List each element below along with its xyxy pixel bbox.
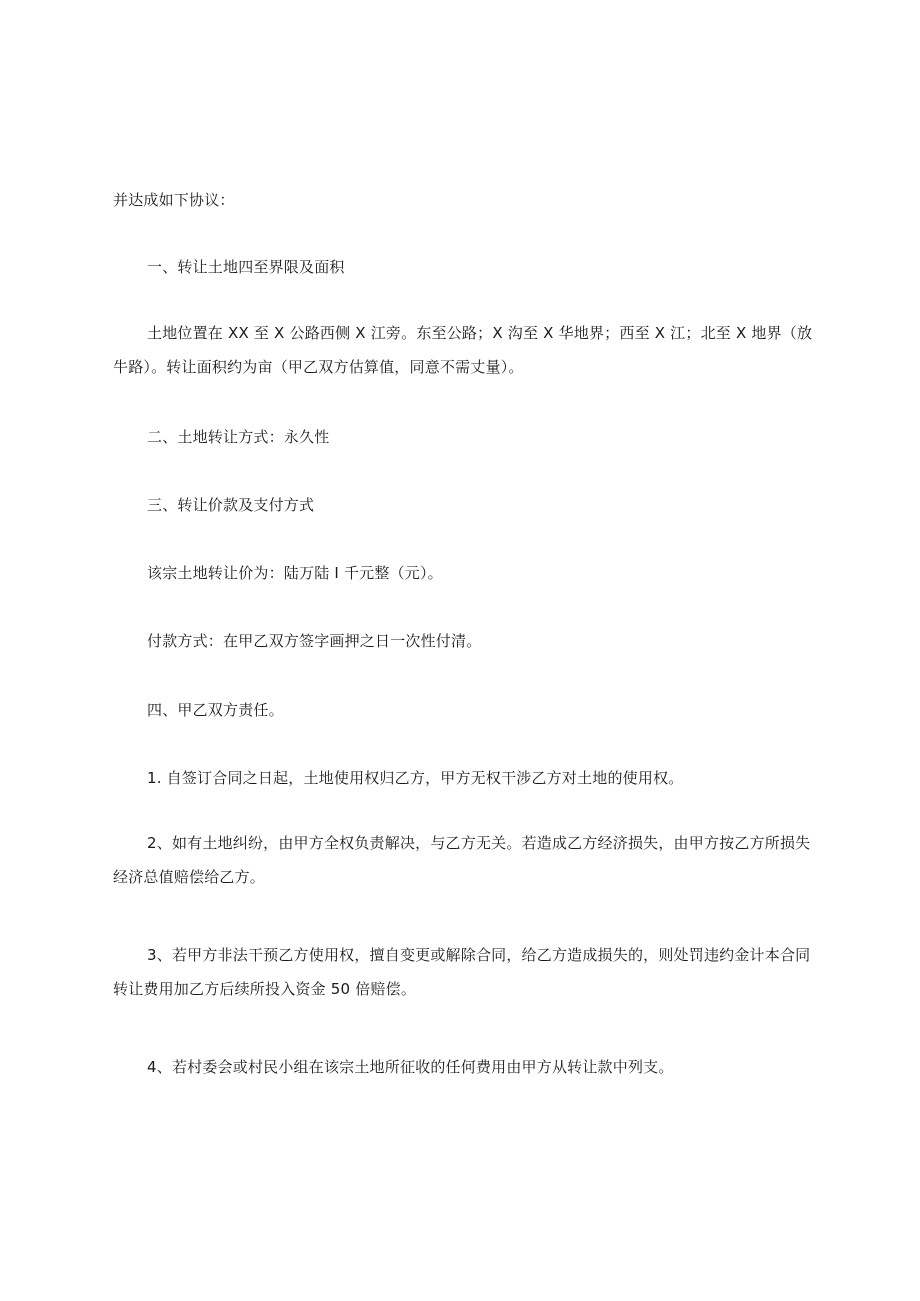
section-4-item: 3、若甲方非法干预乙方使用权，擅自变更或解除合同，给乙方造成损失的，则处罚违约金计本合同转让费用加乙方后续所投入资金 50 倍赔偿。 xyxy=(113,946,811,998)
intro-line: 并达成如下协议： xyxy=(113,191,235,209)
section-4-heading: 四、甲乙双方责任。 xyxy=(147,701,284,719)
section-1-heading: 一、转让土地四至界限及面积 xyxy=(147,258,345,276)
section-4-item: 4、若村委会或村民小组在该宗土地所征收的任何费用由甲方从转让款中列支。 xyxy=(147,1058,674,1076)
section-2-heading: 二、土地转让方式：永久性 xyxy=(147,428,330,446)
section-3-heading: 三、转让价款及支付方式 xyxy=(147,496,315,514)
section-3-payment: 付款方式：在甲乙双方签字画押之日一次性付清。 xyxy=(147,632,482,650)
section-4-item: 1. 自签订合同之日起，土地使用权归乙方，甲方无权干涉乙方对土地的使用权。 xyxy=(147,769,684,787)
section-3-price: 该宗土地转让价为：陆万陆 I 千元整（元）。 xyxy=(147,564,443,582)
section-1-body: 土地位置在 XX 至 X 公路西侧 X 江旁。东至公路；X 沟至 X 华地界；西至 X 江；北至 X 地界（放牛路）。转让面积约为亩（甲乙双方估算值，同意不需丈量）。 xyxy=(113,324,813,376)
section-4-item: 2、如有土地纠纷，由甲方全权负责解决，与乙方无关。若造成乙方经济损失，由甲方按乙方所损失经济总值赔偿给乙方。 xyxy=(113,834,811,886)
